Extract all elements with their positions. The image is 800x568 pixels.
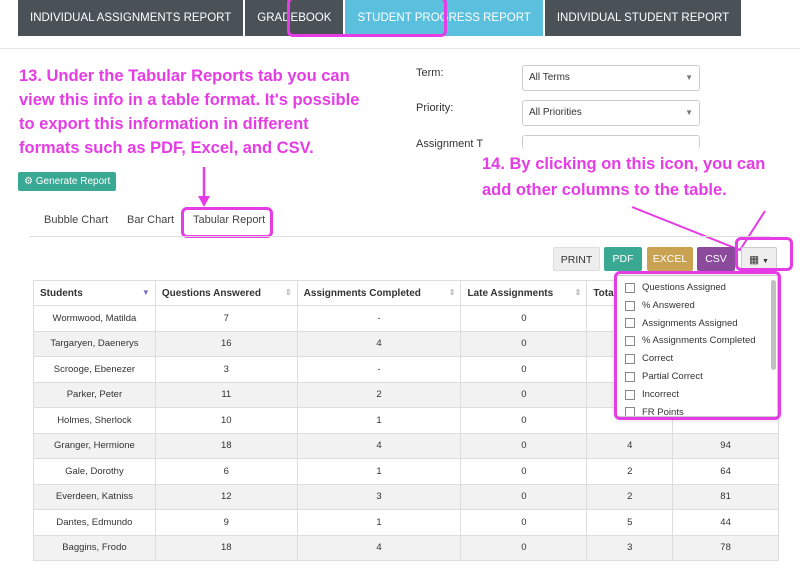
sort-icon: ⇕: [574, 288, 582, 297]
sort-icon: ⇕: [284, 288, 292, 297]
column-option-label: % Answered: [642, 299, 695, 311]
table-cell: 10: [155, 408, 297, 434]
chevron-down-icon: ▼: [685, 108, 693, 117]
pdf-button[interactable]: PDF: [604, 247, 642, 271]
table-cell: Targaryen, Daenerys: [34, 331, 156, 357]
table-cell: 4: [297, 535, 461, 561]
table-cell: 0: [461, 433, 587, 459]
annotation-step-14: [482, 151, 765, 203]
column-header-total[interactable]: Tota: [587, 281, 673, 306]
tab-student-progress-report[interactable]: STUDENT PROGRESS REPORT: [345, 0, 542, 36]
annotation-14-line-1: 14. By clicking on this icon, you can: [482, 155, 766, 173]
sort-desc-icon: ▼: [141, 288, 150, 297]
table-cell: Parker, Peter: [34, 382, 156, 408]
table-cell: 81: [673, 484, 779, 510]
table-cell: 4: [297, 331, 461, 357]
annotation-14-line-2: add other columns to the table.: [482, 181, 727, 199]
table-cell: 3: [297, 484, 461, 510]
caret-down-icon: ▼: [761, 258, 769, 265]
table-cell: 0: [461, 484, 587, 510]
table-cell: 94: [673, 433, 779, 459]
table-cell: 78: [673, 535, 779, 561]
table-cell: 18: [155, 433, 297, 459]
arrow-13-head: [198, 196, 210, 207]
highlight-student-progress-tab: [287, 0, 447, 37]
column-option-label: % Assignments Completed: [642, 335, 756, 347]
table-cell: Holmes, Sherlock: [34, 408, 156, 434]
table-cell: -: [297, 306, 461, 332]
tab-bubble-chart[interactable]: Bubble Chart: [44, 214, 109, 226]
table-cell: 0: [461, 306, 587, 332]
table-row: [34, 484, 779, 510]
term-select[interactable]: [522, 65, 700, 91]
sort-icon: ⇕: [448, 288, 456, 297]
excel-button[interactable]: EXCEL: [647, 247, 693, 271]
table-cell: 16: [155, 331, 297, 357]
print-button[interactable]: PRINT: [553, 247, 600, 271]
table-cell: 2: [587, 484, 673, 510]
table-cell: Gale, Dorothy: [34, 459, 156, 485]
table-cell: 5: [587, 510, 673, 536]
subtab-divider: [30, 236, 770, 237]
priority-label: Priority:: [416, 102, 454, 114]
table-cell: 0: [461, 382, 587, 408]
table-cell: 2: [297, 382, 461, 408]
table-cell: 44: [673, 510, 779, 536]
table-cell: 0: [461, 357, 587, 383]
generate-report-button[interactable]: [18, 172, 116, 191]
generate-report-label: Generate Report: [35, 176, 111, 187]
grid-icon: ▦: [749, 254, 760, 266]
annotation-13-line-4: formats such as PDF, Excel, and CSV.: [19, 139, 314, 157]
column-option-label: Partial Correct: [642, 370, 703, 382]
table-cell: 4: [297, 433, 461, 459]
table-cell: 0: [461, 459, 587, 485]
column-header-assignments-completed[interactable]: Assignments Completed ⇕: [297, 281, 461, 306]
priority-select-value: All Priorities: [529, 107, 582, 118]
column-option-label: Assignments Assigned: [642, 317, 738, 329]
table-cell: 0: [461, 535, 587, 561]
tab-bar-chart[interactable]: Bar Chart: [127, 214, 175, 226]
term-label: Term:: [416, 67, 444, 79]
column-option-label: Correct: [642, 353, 674, 365]
table-cell: Baggins, Frodo: [34, 535, 156, 561]
annotation-step-13: [19, 64, 359, 160]
table-cell: 3: [155, 357, 297, 383]
table-cell: Wormwood, Matilda: [34, 306, 156, 332]
table-cell: Granger, Hermione: [34, 433, 156, 459]
column-option-label: FR Points: [642, 406, 684, 417]
highlight-column-chooser: [735, 237, 793, 271]
csv-button[interactable]: CSV: [697, 247, 735, 271]
table-cell: 1: [297, 510, 461, 536]
assignment-type-label: Assignment T: [416, 138, 484, 150]
highlight-column-menu: [614, 271, 781, 420]
table-row: [34, 459, 779, 485]
tab-gradebook[interactable]: GRADEBOOK: [245, 0, 343, 36]
table-cell: 0: [461, 408, 587, 434]
table-cell: 1: [297, 459, 461, 485]
tab-individual-assignments-report[interactable]: INDIVIDUAL ASSIGNMENTS REPORT: [18, 0, 243, 36]
table-cell: 1: [297, 408, 461, 434]
table-cell: 64: [673, 459, 779, 485]
table-row: [34, 433, 779, 459]
column-option-label: Incorrect: [642, 388, 679, 400]
annotation-13-line-2: view this info in a table format. It's possible: [19, 91, 360, 109]
table-cell: Scrooge, Ebenezer: [34, 357, 156, 383]
gears-icon: ⚙: [24, 176, 36, 187]
column-header-students[interactable]: Students ▼: [34, 281, 156, 306]
annotation-13-line-3: to export this information in different: [19, 115, 309, 133]
column-option-label: Questions Assigned: [642, 282, 726, 293]
table-cell: Everdeen, Katniss: [34, 484, 156, 510]
column-header-questions-answered[interactable]: Questions Answered ⇕: [155, 281, 297, 306]
highlight-tabular-report-tab: [181, 207, 273, 238]
table-cell: 0: [461, 331, 587, 357]
assignment-type-select[interactable]: [522, 135, 700, 149]
term-select-value: All Terms: [529, 72, 570, 83]
table-cell: 2: [587, 459, 673, 485]
table-cell: 9: [155, 510, 297, 536]
table-cell: 6: [155, 459, 297, 485]
column-header-late-assignments[interactable]: Late Assignments ⇕: [461, 281, 587, 306]
table-cell: 11: [155, 382, 297, 408]
nav-divider: [0, 48, 800, 49]
table-cell: 12: [155, 484, 297, 510]
table-cell: -: [297, 357, 461, 383]
table-row: [34, 535, 779, 561]
table-cell: 18: [155, 535, 297, 561]
tab-individual-student-report[interactable]: INDIVIDUAL STUDENT REPORT: [545, 0, 741, 36]
table-cell: 7: [155, 306, 297, 332]
annotation-13-line-1: 13. Under the Tabular Reports tab you can: [19, 67, 350, 85]
table-cell: Dantes, Edmundo: [34, 510, 156, 536]
chevron-down-icon: ▼: [685, 73, 693, 82]
table-cell: 4: [587, 433, 673, 459]
table-cell: 0: [461, 510, 587, 536]
priority-select[interactable]: [522, 100, 700, 126]
table-cell: 3: [587, 535, 673, 561]
table-row: [34, 510, 779, 536]
tab-tabular-report[interactable]: Tabular Report: [193, 214, 266, 226]
